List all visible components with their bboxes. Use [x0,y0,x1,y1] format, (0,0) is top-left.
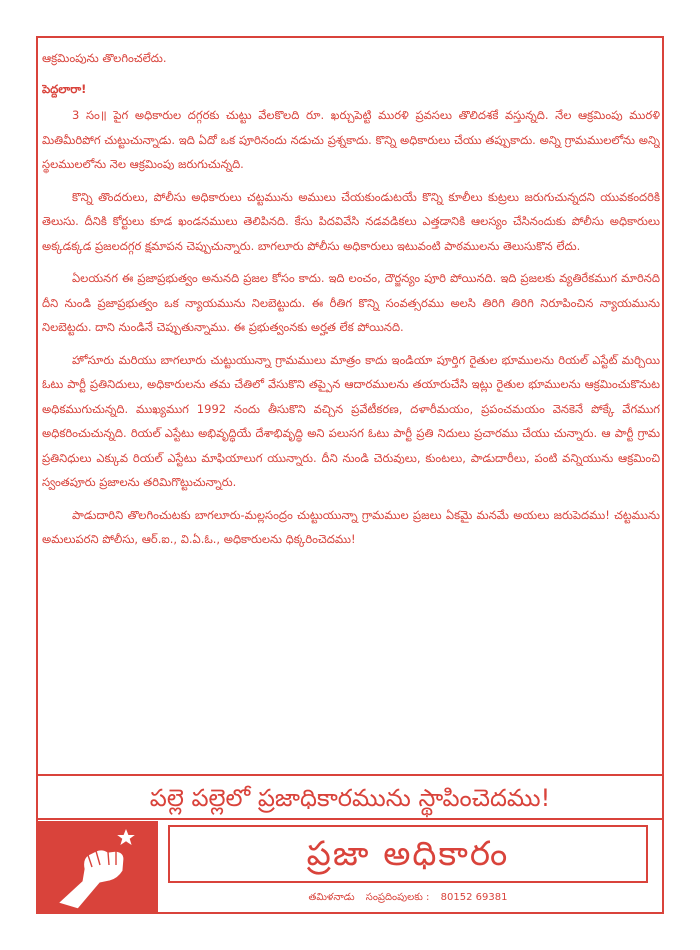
slogan-divider-bottom [38,818,662,820]
paragraph-3 [42,266,660,340]
raised-fist-with-star-icon [38,821,158,912]
paragraph-1-text: 3 సం॥ పైగ అధికారుల దగ్గరకు చుట్టు వేలకొలది రూ. ఖర్చుపెట్టి మురళి ప్రవసలు తొలిదశకే వస్తున్నది. నేల ఆక్రమింపు మురళి మితిమీరిపోగ చుట్టుచున్నాడు. ఇది ఏదో ఒక పూరినందు నడుచు ప్రశ్నకాదు. కొన్ని అధికారులు చేయు తప్పుకాదు. అన్ని గ్రామములలోను అన్ని స్థలములలోను నెల ఆక్రమింపు జరుగుచున్నది. [42,108,660,171]
salutation-heading: పెద్దలారా! [42,81,87,96]
paragraph-5-text: పాడుదారిని తొలగించుటకు బాగలూరు-మల్లసంద్రం చుట్టుయున్నా గ్రామముల ప్రజలు ఏకమై మనమే అయలు జరుపెదము! చట్టమును అమలుపరని పోలీసు, ఆర్.ఐ., వి.ఏ.ఓ., అధికారులను ధిక్కరించెదము! [42,507,660,546]
footer-contact [168,888,648,908]
paragraph-4-text: హోసూరు మరియు బాగలూరు చుట్టుయున్నా గ్రామములు మాత్రం కాదు ఇండియా పూర్తిగ రైతుల భూములను రియల్ ఎస్టేట్ మర్చియి ఓటు పార్టీ ప్రతినిదులు, అధికారులను తమ చేతిలో వేసుకొని తప్పైన ఆదారములను తయారుచేసి ఇట్లు రైతుల భూములను ఆక్రమించుకొనుట అధికముగుచున్నది. ముఖ్యముగ 1992 నందు తీసుకొని వచ్చిన ప్రవేటీకరణ, దళారీమయం, ప్రపంచమయం వెనకెనే పోక్కే వేగముగ అధికరించుచున్నది. రియల్ ఎస్టేటు అభివృద్ధియే దేశాభివృద్ధి అని పలుసగ ఓటు పార్టీ ప్రతి నిదులు ప్రచారము చేయు చున్నారు. ఆ పార్టీ గ్రామ ప్రతినిధులు ఎక్కువ రియల్ ఎస్టేటు మాఫియాలుగ యున్నారు. దీని నుండి చెరువులు, కుంటలు, పాడుదారీలు, పంటి వన్నియును ఆక్రమించి స్వంతపూరు ప్రజాలను తరిమిగొట్టుచున్నారు. [42,352,660,489]
footer-phone: 80152 69381 [440,892,508,903]
footer-region: తమిళనాడు [308,892,355,903]
paragraph-5 [42,503,660,552]
fist-logo-graphic [38,821,158,912]
footer-contact-label: సంప్రదింపులకు : [365,892,430,903]
paragraph-3-text: ఏలయనగ ఈ ప్రజాప్రభుత్వం అనునది ప్రజల కోసం కాదు. ఇది లంచం, దౌర్జన్యం పూరి పోయినది. ఇది ప్రజలకు వ్యతిరేకముగ మారినది దీని నుండి ప్రజాప్రభుత్వం ఒక న్యాయమును నిలబెట్టుదు. ఈ రీతిగ కొన్ని సంవత్సరము అలసి తిరిగి తిరిగి నిరూపించిన న్యాయమును నిలబెట్టదు. దాని నుండినే చెప్పుతున్నాము. ఈ ప్రభుత్వంనకు అర్హత లేక పోయినది. [42,271,660,334]
pamphlet-body [42,46,660,766]
intro-line: ఆక్రమింపును తొలగించలేదు. [42,51,167,65]
organization-title: ప్రజా అధికారం [168,825,648,883]
slogan-banner: పల్లె పల్లెలో ప్రజాధికారమును స్థాపించెదము! [149,784,551,812]
paragraph-2 [42,185,660,259]
slogan-divider-top [38,774,662,776]
paragraph-2-text: కొన్ని తొందరులు, పోలీసు అధికారులు చట్టమును అములు చేయకుండుటయే కొన్ని కూలీలు కుట్రలు జరుగుచున్నదని యువకందరికి తెలుసు. దీనికి కోర్టులు కూడ ఖండనములు తెలిపినది. కేసు పిదవివేసి నడవడికలు ఎత్తడానికి ఆలస్యం చేసినందుకు పోలీసు అధికారులు అక్కడక్కడ ప్రజలదగ్గర క్షమాపన చెప్పుచున్నారు. బాగలూరు పోలీసు అధికారులు ఇటువంటి పాఠములను తెలుసుకొన లేదు. [42,189,660,253]
paragraph-4 [42,348,660,495]
paragraph-1 [42,103,660,177]
